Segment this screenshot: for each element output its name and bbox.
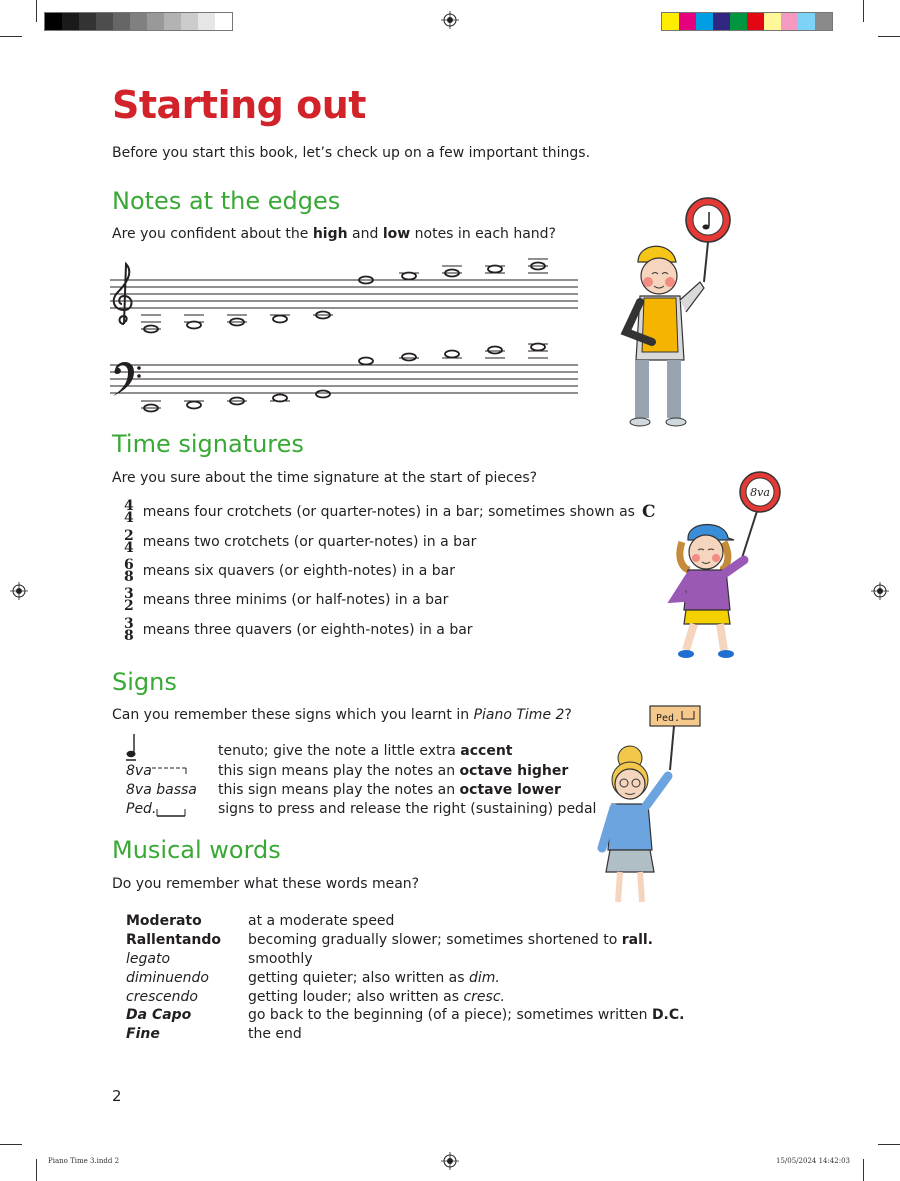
section-heading-time-signatures: Time signatures: [112, 430, 304, 458]
crop-mark: [36, 1159, 37, 1181]
registration-mark-right: [871, 582, 889, 600]
words-question: Do you remember what these words mean?: [112, 876, 420, 892]
calibration-swatch: [79, 13, 96, 30]
time-signature-symbol: 2 4: [124, 528, 134, 556]
registration-mark-top: [441, 11, 459, 29]
illustration-woman-with-ped-sign: [592, 700, 712, 915]
calibration-swatch: [130, 13, 147, 30]
sign-8va-label: 8va: [750, 486, 770, 499]
calibration-swatch: [147, 13, 164, 30]
footer-file-name: Piano Time 3.indd 2: [48, 1157, 120, 1165]
calibration-swatch: [713, 13, 730, 30]
calibration-swatch: [662, 13, 679, 30]
time-signature-symbol: 6 8: [124, 557, 134, 585]
time-signature-symbol: 3 8: [124, 616, 134, 644]
page-title: Starting out: [112, 83, 366, 127]
time-signature-row: 2 4 means two crotchets (or quarter-notes) in a bar: [124, 528, 477, 556]
page-number: 2: [112, 1087, 122, 1105]
calibration-swatch: [679, 13, 696, 30]
calibration-swatch: [730, 13, 747, 30]
time-signature-row: 3 2 means three minims (or half-notes) in a bar: [124, 586, 449, 614]
calibration-swatch: [798, 13, 815, 30]
intro-text: Before you start this book, let’s check up on a few important things.: [112, 145, 591, 161]
color-calibration-strip: [661, 12, 833, 31]
calibration-swatch: [198, 13, 215, 30]
registration-mark-bottom: [441, 1152, 459, 1170]
calibration-swatch: [781, 13, 798, 30]
pedal-bracket-icon: [156, 809, 186, 819]
calibration-swatch: [181, 13, 198, 30]
crop-mark: [36, 0, 37, 22]
crop-mark: [0, 36, 22, 37]
sign-ped-label: Ped.: [656, 713, 681, 724]
crop-mark: [0, 1144, 22, 1145]
time-signature-row: 3 8 means three quavers (or eighth-notes) in a bar: [124, 616, 473, 644]
8va-bracket-icon: [152, 766, 188, 776]
tenuto-note-icon: [126, 733, 140, 763]
time-signature-row: 4 4 means four crotchets (or quarter-notes) in a bar; sometimes shown as C: [124, 498, 656, 526]
illustration-child-with-8va-sign: [660, 470, 790, 665]
footer-timestamp: 15/05/2024 14:42:03: [776, 1157, 851, 1165]
music-staff-notation: [110, 258, 582, 420]
section-heading-notes: Notes at the edges: [112, 187, 341, 215]
calibration-swatch: [96, 13, 113, 30]
calibration-swatch: [747, 13, 764, 30]
crop-mark: [863, 0, 864, 22]
notes-question: Are you confident about the high and low notes in each hand?: [112, 226, 556, 242]
crop-mark: [878, 36, 900, 37]
calibration-swatch: [45, 13, 62, 30]
calibration-swatch: [815, 13, 832, 30]
calibration-swatch: [696, 13, 713, 30]
calibration-swatch: [62, 13, 79, 30]
illustration-worker-with-clock-sign: [612, 192, 742, 432]
registration-mark-left: [10, 582, 28, 600]
time-signature-symbol: 3 2: [124, 586, 134, 614]
section-heading-musical-words: Musical words: [112, 836, 281, 864]
crop-mark: [878, 1144, 900, 1145]
crop-mark: [863, 1159, 864, 1181]
common-time-symbol: C: [641, 502, 656, 522]
time-question: Are you sure about the time signature at the start of pieces?: [112, 470, 538, 486]
time-signature-row: 6 8 means six quavers (or eighth-notes) in a bar: [124, 557, 455, 585]
calibration-swatch: [164, 13, 181, 30]
calibration-swatch: [113, 13, 130, 30]
section-heading-signs: Signs: [112, 668, 177, 696]
time-signature-symbol: 4 4: [124, 498, 134, 526]
calibration-swatch: [215, 13, 232, 30]
signs-question: Can you remember these signs which you learnt in Piano Time 2?: [112, 707, 572, 723]
calibration-swatch: [764, 13, 781, 30]
grayscale-calibration-strip: [44, 12, 233, 31]
